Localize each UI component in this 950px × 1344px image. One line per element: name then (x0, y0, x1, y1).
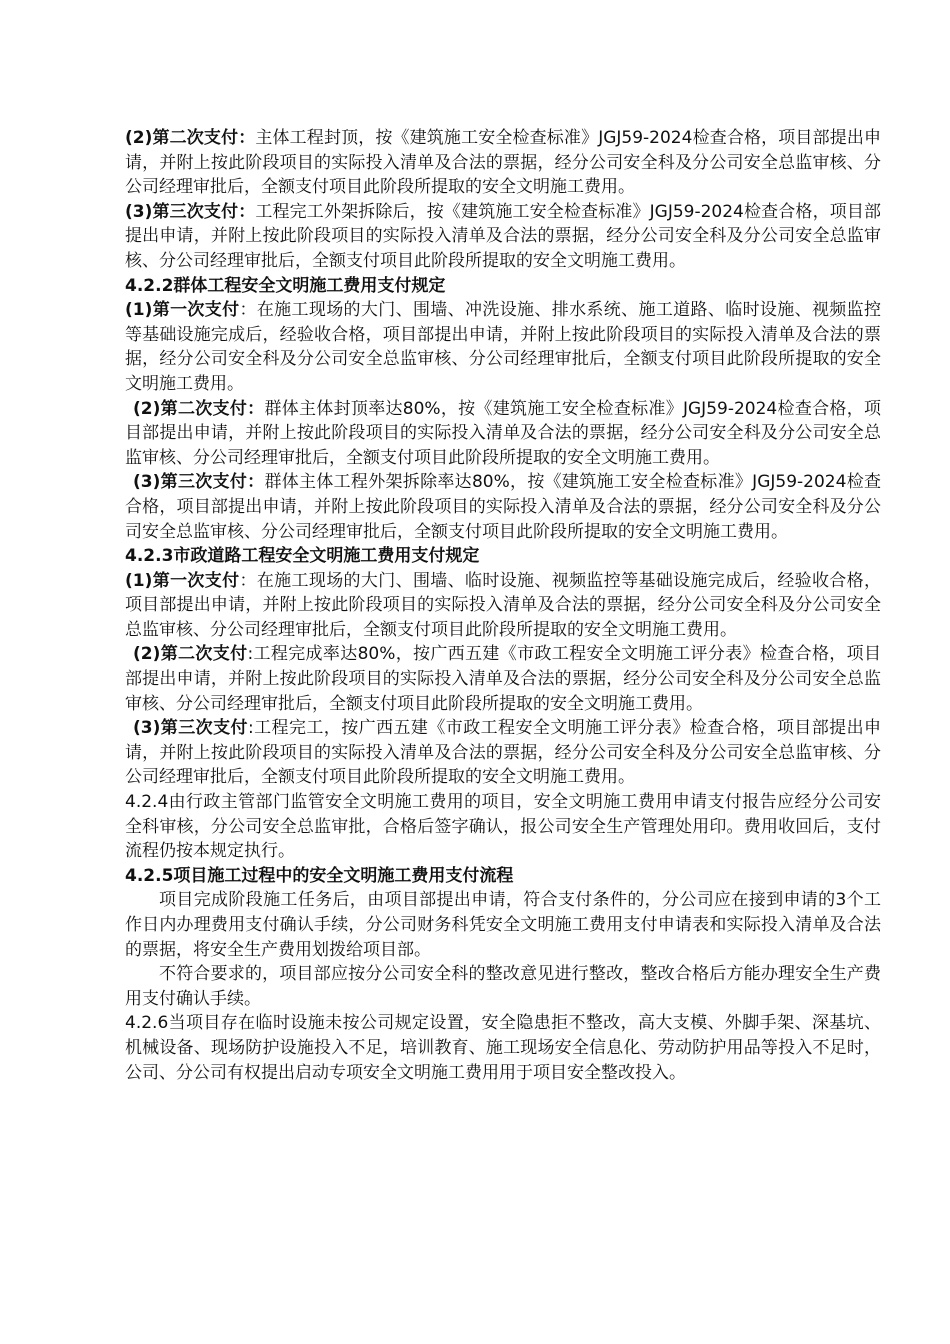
item-label: 4.2.5项目施工过程中的安全文明施工费用支付流程 (125, 865, 514, 886)
item-label: (3)第三次支付： (133, 472, 265, 493)
paragraph-4-2-6: 4.2.6当项目存在临时设施未按公司规定设置，安全隐患拒不整改，高大支模、外脚手架、深基坑、机械设备、现场防护设施投入不足，培训教育、施工现场安全信息化、劳动防护用品等投入不足时，公司、分公司有权提出启动专项安全文明施工费用用于项目安全整改投入。 (125, 1013, 881, 1083)
section-heading-4-2-3: 4.2.3市政道路工程安全文明施工费用支付规定 (125, 546, 480, 567)
paragraph-road-phase2 (125, 642, 881, 716)
item-text: :工程完成率达80%，按广西五建《市政工程安全文明施工评分表》检查合格，项目部提出申请，并附上按此阶段项目的实际投入清单及合法的票据，经分公司安全科及分公司安全总监审核、分公司经理审批后，全额支付项目此阶段所提取的安全文明施工费用。 (125, 644, 881, 714)
item-label: (1)第一次支付 (125, 570, 240, 591)
item-text: ：在施工现场的大门、围墙、临时设施、视频监控等基础设施完成后，经验收合格，项目部提出申请，并附上按此阶段项目的实际投入清单及合法的票据，经分公司安全科及分公司安全总监审核、分公司经理审批后，全额支付项目此阶段所提取的安全文明施工费用。 (125, 570, 882, 640)
item-label: (1)第一次支付 (125, 300, 240, 321)
item-label: (2)第二次支付： (125, 128, 256, 148)
paragraph-payment-process: 项目完成阶段施工任务后，由项目部提出申请，符合支付条件的，分公司应在接到申请的3个工作日内办理费用支付确认手续，分公司财务科凭安全文明施工费用支付申请表和实际投入清单及合法的票据，将安全生产费用划拨给项目部。 (125, 890, 881, 960)
item-text: 工程完工外架拆除后，按《建筑施工安全检查标准》JGJ59-2024检查合格，项目部提出申请，并附上按此阶段项目的实际投入清单及合法的票据，经分公司安全科及分公司安全总监审核、分公司经理审批后，全额支付项目此阶段所提取的安全文明施工费用。 (125, 201, 882, 271)
section-heading-4-2-5 (125, 864, 881, 889)
paragraph-phase2-main (125, 126, 881, 200)
paragraph-group-phase1 (125, 298, 881, 396)
paragraph-4-2-4: 4.2.4由行政主管部门监管安全文明施工费用的项目，安全文明施工费用申请支付报告应经分公司安全科审核，分公司安全总监审批，合格后签字确认，报公司安全生产管理处用印。费用收回后，支付流程仍按本规定执行。 (125, 792, 881, 862)
paragraph-group-phase2 (125, 397, 881, 471)
item-text: 群体主体工程外架拆除率达80%，按《建筑施工安全检查标准》JGJ59-2024检查合格，项目部提出申请，并附上按此阶段项目的实际投入清单及合法的票据，经分公司安全科及分公司安全总监审核、分公司经理审批后，全额支付项目此阶段所提取的安全文明施工费用。 (125, 472, 881, 542)
item-text: :工程完工，按广西五建《市政工程安全文明施工评分表》检查合格，项目部提出申请，并附上按此阶段项目的实际投入清单及合法的票据，经分公司安全科及分公司安全总监审核、分公司经理审批后，全额支付项目此阶段所提取的安全文明施工费用。 (125, 718, 881, 788)
paragraph-road-phase1 (125, 569, 881, 643)
paragraph-group-phase3 (125, 470, 881, 544)
item-text: 主体工程封顶，按《建筑施工安全检查标准》JGJ59-2024检查合格，项目部提出申请，并附上按此阶段项目的实际投入清单及合法的票据，经分公司安全科及分公司安全总监审核、分公司经理审批后，全额支付项目此阶段所提取的安全文明施工费用。 (125, 128, 882, 198)
item-label: (3)第三次支付 (133, 718, 248, 739)
item-label: (3)第三次支付： (125, 201, 256, 222)
paragraph-noncompliance: 不符合要求的，项目部应按分公司安全科的整改意见进行整改，整改合格后方能办理安全生产费用支付确认手续。 (125, 964, 881, 1009)
item-label: (2)第二次支付 (133, 644, 248, 665)
paragraph-road-phase3 (125, 716, 881, 790)
item-label: (2)第二次支付： (133, 398, 265, 419)
item-text: 群体主体封顶率达80%，按《建筑施工安全检查标准》JGJ59-2024检查合格，项目部提出申请，并附上按此阶段项目的实际投入清单及合法的票据，经分公司安全科及分公司安全总监审核、分公司经理审批后，全额支付项目此阶段所提取的安全文明施工费用。 (125, 398, 881, 468)
document-page (125, 126, 881, 1085)
paragraph-phase3-main (125, 200, 881, 274)
item-text: ：在施工现场的大门、围墙、冲洗设施、排水系统、施工道路、临时设施、视频监控等基础设施完成后，经验收合格，项目部提出申请，并附上按此阶段项目的实际投入清单及合法的票据，经分公司安全科及分公司安全总监审核、分公司经理审批后，全额支付项目此阶段所提取的安全文明施工费用。 (125, 300, 882, 394)
section-heading-4-2-2: 4.2.2群体工程安全文明施工费用支付规定 (125, 275, 446, 296)
